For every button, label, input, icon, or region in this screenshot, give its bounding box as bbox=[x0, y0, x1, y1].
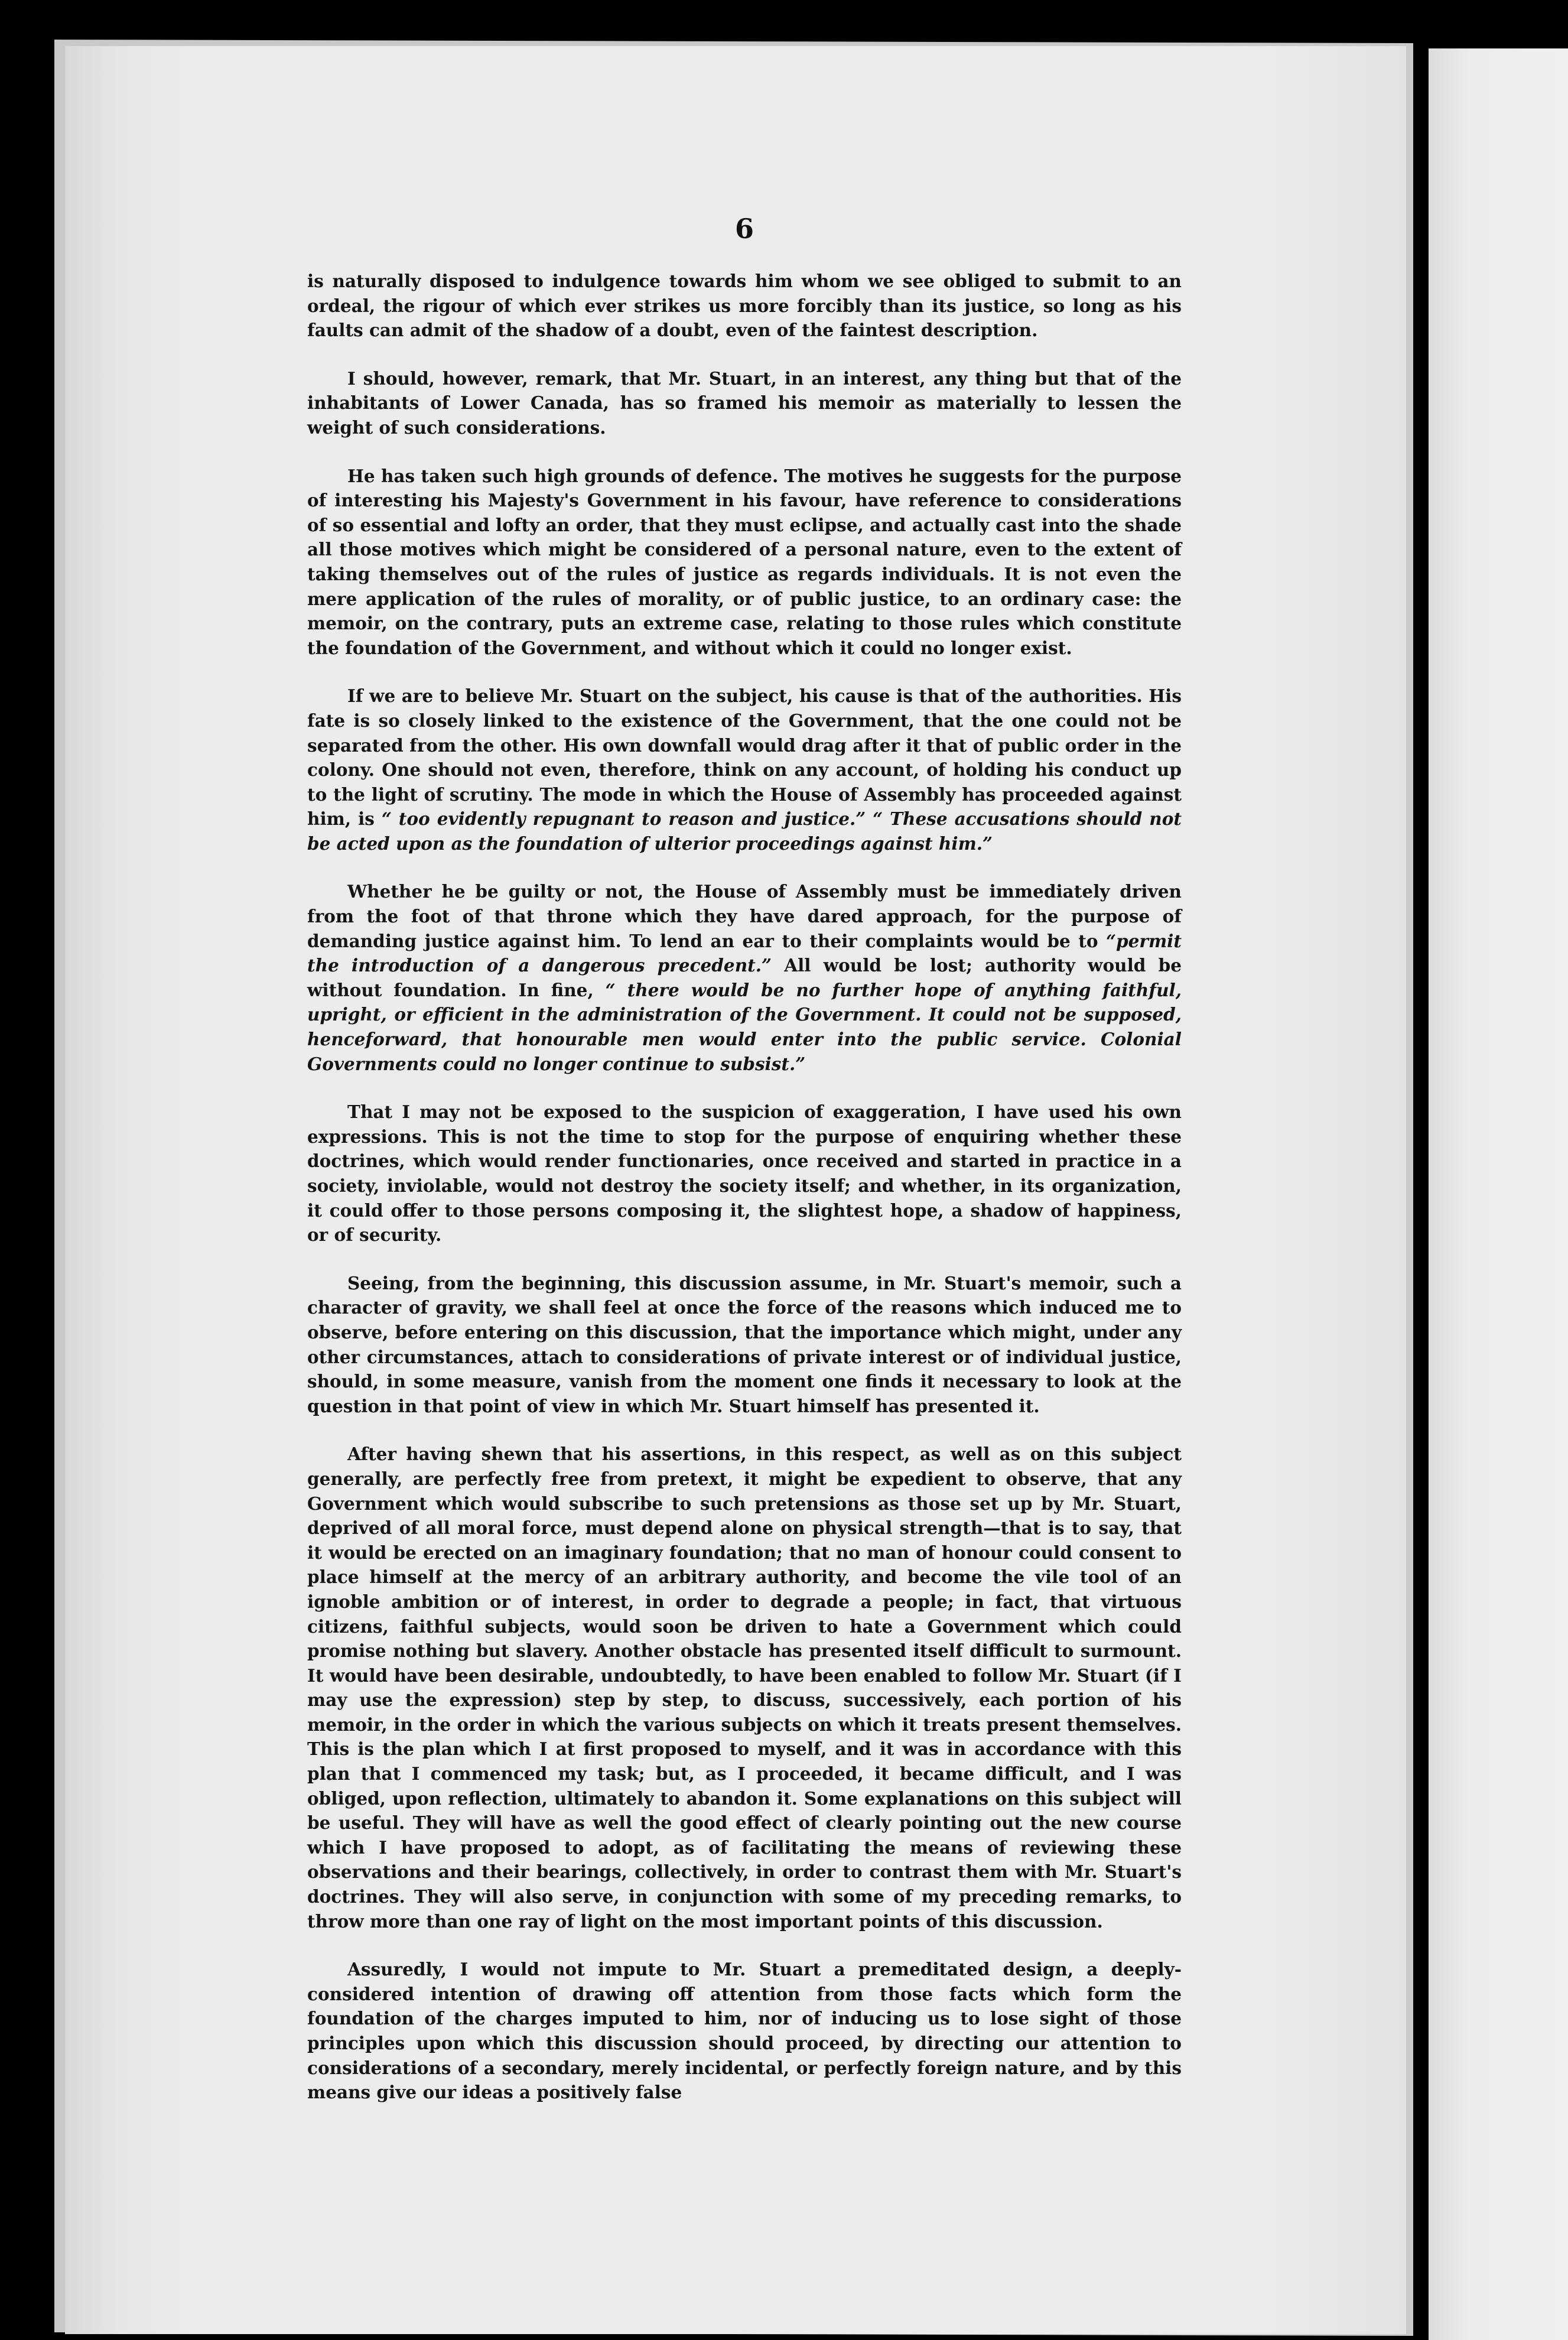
text-run: Assuredly, I would not impute to Mr. Stuart a premeditated design, a deeply-considered intention of drawing off attention from those facts which form the foundation of the charges imputed to him, nor of inducing us to lose sight of those principles upon which this discussion should proceed, by directing our attention to considerations of a secondary, merely incidental, or perfectly foreign nature, and by this means give our ideas a positively false bbox=[307, 1959, 1182, 2103]
body-text bbox=[307, 269, 1182, 2105]
paragraph bbox=[307, 366, 1182, 440]
paragraph bbox=[307, 684, 1182, 856]
text-run: Seeing, from the beginning, this discussion assume, in Mr. Stuart's memoir, such a character of gravity, we shall feel at once the force of the reasons which induced me to observe, before entering on this discussion, that the importance which might, under any other circumstances, attach to considerations of private interest or of individual justice, should, in some measure, vanish from the moment one finds it necessary to look at the question in that point of view in which Mr. Stuart himself has presented it. bbox=[307, 1272, 1182, 1416]
paragraph bbox=[307, 1957, 1182, 2105]
text-run: That I may not be exposed to the suspicion of exaggeration, I have used his own expressions. This is not the time to stop for the purpose of enquiring whether these doctrines, which would render functionaries, once received and started in practice in a society, inviolable, would not destroy the society itself; and whether, in its organization, it could offer to those persons composing it, the slightest hope, a shadow of happiness, or of security. bbox=[307, 1101, 1182, 1246]
text-run: is naturally disposed to indulgence towards him whom we see obliged to submit to an ordeal, the rigour of which ever strikes us more forcibly than its justice, so long as his faults can admit of the shadow of a doubt, even of the faintest description. bbox=[307, 271, 1182, 341]
quoted-text: “ These accusations should not be acted upon as the foundation of ulterior proceedings against him.” bbox=[307, 808, 1182, 854]
text-run: All would be lost; authority would be without foundation. In fine, bbox=[307, 955, 1182, 1000]
text-run: If we are to believe Mr. Stuart on the subject, his cause is that of the authorities. His fate is so closely linked to the existence of the Government, that the one could not be separated from the other. His own downfall would drag after it that of public order in the colony. One should not even, therefore, think on any account, of holding his conduct up to the light of scrutiny. The mode in which the House of Assembly has proceeded against him, is bbox=[307, 685, 1182, 830]
quoted-text: “permit the introduction of a dangerous precedent.” bbox=[307, 930, 1182, 976]
text-run: He has taken such high grounds of defence. The motives he suggests for the purpose of interesting his Majesty's Government in his favour, have reference to considerations of so essential and lofty an order, that they must eclipse, and actually cast into the shade all those motives which might be considered of a personal nature, even to the extent of taking themselves out of the rules of justice as regards individuals. It is not even the mere application of the rules of morality, or of public justice, to an ordinary case: the memoir, on the contrary, puts an extreme case, relating to those rules which constitute the foundation of the Government, and without which it could no longer exist. bbox=[307, 465, 1182, 658]
page-number: 6 bbox=[734, 213, 754, 245]
text-run bbox=[866, 808, 873, 829]
text-run: I should, however, remark, that Mr. Stuart, in an interest, any thing but that of the inhabitants of Lower Canada, has so framed his memoir as materially to lessen the weight of such considerations. bbox=[307, 368, 1182, 438]
paragraph bbox=[307, 879, 1182, 1076]
paragraph bbox=[307, 269, 1182, 343]
text-run: Whether he be guilty or not, the House of Assembly must be immediately driven from the foot of that throne which they have dared approach, for the purpose of demanding justice against him. To lend an ear to their complaints would be to bbox=[307, 881, 1182, 951]
quoted-text: “ there would be no further hope of anything faithful, upright, or efficient in the administration of the Government. It could not be supposed, henceforward, that honourable men would enter into the public service. Colonial Governments could no longer continue to subsist.” bbox=[307, 979, 1182, 1074]
paragraph bbox=[307, 1271, 1182, 1419]
paragraph bbox=[307, 1100, 1182, 1247]
quoted-text: “ too evidently repugnant to reason and justice.” bbox=[381, 808, 866, 830]
paragraph bbox=[307, 1442, 1182, 1933]
adjacent-page-edge bbox=[1429, 48, 1568, 2340]
text-run: After having shewn that his assertions, in this respect, as well as on this subject generally, are perfectly free from pretext, it might be expedient to observe, that any Government which would subscribe to such pretensions as those set up by Mr. Stuart, deprived of all moral force, must depend alone on physical strength—that is to say, that it would be erected on an imaginary foundation; that no man of honour could consent to place himself at the mercy of an arbitrary authority, and become the vile tool of an ignoble ambition or of interest, in order to degrade a people; in fact, that virtuous citizens, faithful subjects, would soon be driven to hate a Government which could promise nothing but slavery. Another obstacle has presented itself difficult to surmount. It would have been desirable, undoubtedly, to have been enabled to follow Mr. Stuart (if I may use the expression) step by step, to discuss, successively, each portion of his memoir, in the order in which the various subjects on which it treats present themselves. This is the plan which I at first proposed to myself, and it was in accordance with this plan that I commenced my task; but, as I proceeded, it became difficult, and I was obliged, upon reflection, ultimately to abandon it. Some explanations on this subject will be useful. They will have as well the good effect of clearly pointing out the new course which I have proposed to adopt, as of facilitating the means of reviewing these observations and their bearings, collectively, in order to contrast them with Mr. Stuart's doctrines. They will also serve, in conjunction with some of my preceding remarks, to throw more than one ray of light on the most important points of this discussion. bbox=[307, 1444, 1182, 1932]
paragraph bbox=[307, 464, 1182, 661]
page-gutter bbox=[1413, 0, 1429, 2340]
